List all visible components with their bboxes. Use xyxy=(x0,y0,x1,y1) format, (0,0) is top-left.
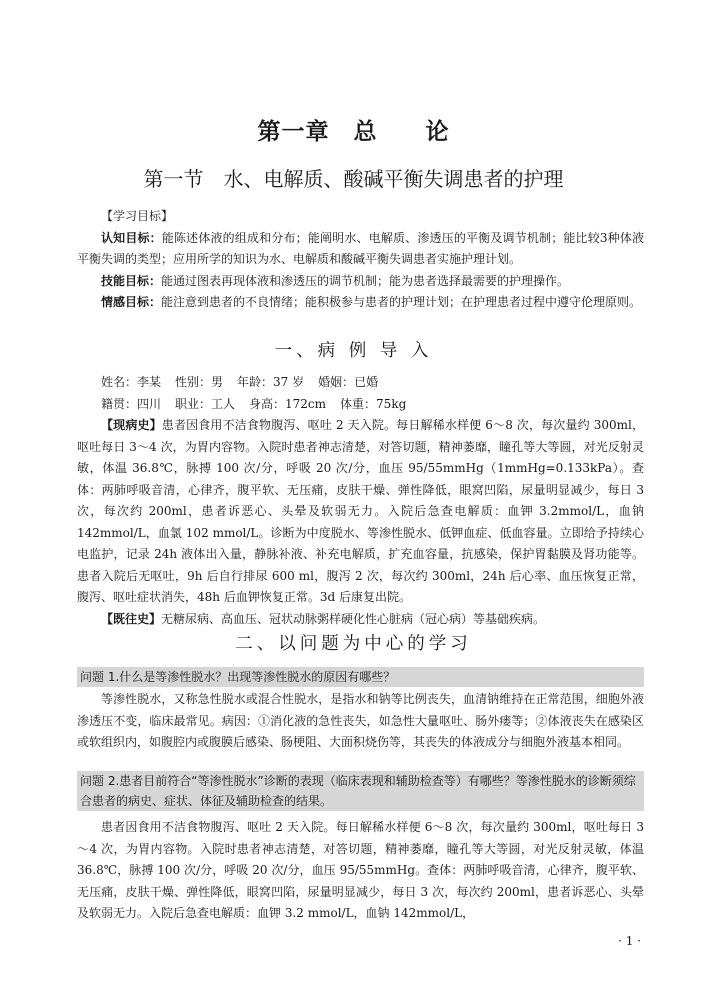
history-text: 无糖尿病、高血压、冠状动脉粥样硬化性心脏病（冠心病）等基础疾病。 xyxy=(161,611,546,626)
patient-job: 职业：工人 xyxy=(175,396,236,411)
affective-text: 能注意到患者的不良情绪；能积极参与患者的护理计划；在护理患者过程中遵守伦理原则。 xyxy=(161,295,642,309)
case-heading: 一、病 例 导 入 xyxy=(274,341,433,361)
patient-name: 姓名：李某 xyxy=(101,375,162,389)
skill-objective xyxy=(77,271,644,293)
cognitive-label: 认知目标： xyxy=(101,230,162,245)
affective-objective xyxy=(77,292,644,314)
question-1: 问题 1.什么是等渗性脱水？出现等渗性脱水的原因有哪些？ xyxy=(77,667,644,687)
skill-label: 技能目标： xyxy=(101,273,162,288)
present-label: 【现病史】 xyxy=(101,418,162,432)
patient-info-row-1 xyxy=(77,372,644,394)
patient-marital: 婚姻：已婚 xyxy=(318,375,379,389)
chapter-title: 第一章 总 论 xyxy=(257,119,450,145)
patient-sex: 性别：男 xyxy=(175,375,224,389)
past-history xyxy=(77,609,644,631)
present-illness xyxy=(77,415,644,609)
learning-objectives xyxy=(77,206,644,314)
question-2: 问题 2.患者目前符合“等渗性脱水”诊断的表现（临床表现和辅助检查等）有哪些？等渗性脱水的诊断须综合患者的病史、症状、体征及辅助检查的结果。 xyxy=(77,771,644,811)
cognitive-objective xyxy=(77,228,644,271)
page-number: · 1 · xyxy=(618,934,641,948)
affective-label: 情感目标： xyxy=(101,295,162,309)
cognitive-text: 能陈述体液的组成和分布；能阐明水、电解质、渗透压的平衡及调节机制；能比较3种体液平衡失调的类型；应用所学的知识为水、电解质和酸碱平衡失调患者实施护理计划。 xyxy=(77,230,644,266)
answer-1: 等渗性脱水，又称急性脱水或混合性脱水，是指水和钠等比例丧失，血清钠维持在正常范围，细胞外液渗透压不变，临床最常见。病因：①消化液的急性丧失，如急性大量呕吐、肠外瘘等；②体液丧失在感染区或软组织内，如腹腔内或腹膜后感染、肠梗阻、大面积烧伤等，其丧失的体液成分与细胞外液基本相同。 xyxy=(77,692,644,749)
patient-origin: 籍贯：四川 xyxy=(101,396,162,411)
objectives-header: 【学习目标】 xyxy=(101,209,174,223)
answer-2: 患者因食用不洁食物腹泻、呕吐 2 天入院。每日解稀水样便 6～8 次，每次量约 300ml，呕吐每日 3～4 次，为胃内容物。入院时患者神志清楚，对答切题，精神萎靡，瞳孔等大等圆，对光反射灵敏，体温 36.8℃，脉搏 100 次/分，呼吸 20 次/分，血压 95/55mmHg。查体：两肺呼吸音清，心律齐，腹平软、无压痛，皮肤干燥、弹性降低，眼窝凹陷，尿量明显减少，每日 3 次，每次约 200ml，患者诉恶心、头晕及软弱无力。入院后急查电解质：血钾 3.2 mmol/L，血钠 142mmol/L， xyxy=(77,820,644,920)
section-title: 第一节 水、电解质、酸碱平衡失调患者的护理 xyxy=(143,167,564,191)
patient-height: 身高：172cm xyxy=(249,396,327,411)
history-label: 【既往史】 xyxy=(101,611,162,626)
case-section xyxy=(77,372,644,630)
patient-weight: 体重：75kg xyxy=(340,396,407,411)
present-text: 患者因食用不洁食物腹泻、呕吐 2 天入院。每日解稀水样便 6～8 次，每次量约 300ml，呕吐每日 3～4 次，为胃内容物。入院时患者神志清楚，对答切题，精神萎靡，瞳孔等大等圆，对光反射灵敏，体温 36.8℃，脉搏 100 次/分，呼吸 20 次/分，血压 95/55mmHg（1mmHg=0.133kPa）。查体：两肺呼吸音清，心律齐，腹平软、无压痛，皮肤干燥、弹性降低，眼窝凹陷，尿量明显减少，每日 3 次，每次约 200ml，患者诉恶心、头晕及软弱无力。入院后急查电解质：血钾 3.2mmol/L，血钠 142mmol/L，血氯 102 mmol/L。诊断为中度脱水、等渗性脱水、低钾血症、低血容量。立即给予持续心电监护，记录 24h 液体出入量，静脉补液、补充电解质，扩充血容量，抗感染，保护胃黏膜及肾功能等。患者入院后无呕吐，9h 后自行排尿 600 ml，腹泻 2 次，每次约 300ml，24h 后心率、血压恢复正常，腹泻、呕吐症状消失，48h 后血钾恢复正常。3d 后康复出院。 xyxy=(77,418,644,604)
problem-heading: 二、以问题为中心的学习 xyxy=(235,634,472,654)
patient-age: 年龄：37 岁 xyxy=(237,375,305,389)
patient-info-row-2 xyxy=(77,394,644,416)
skill-text: 能通过图表再现体液和渗透压的调节机制；能为患者选择最需要的护理操作。 xyxy=(161,273,570,288)
